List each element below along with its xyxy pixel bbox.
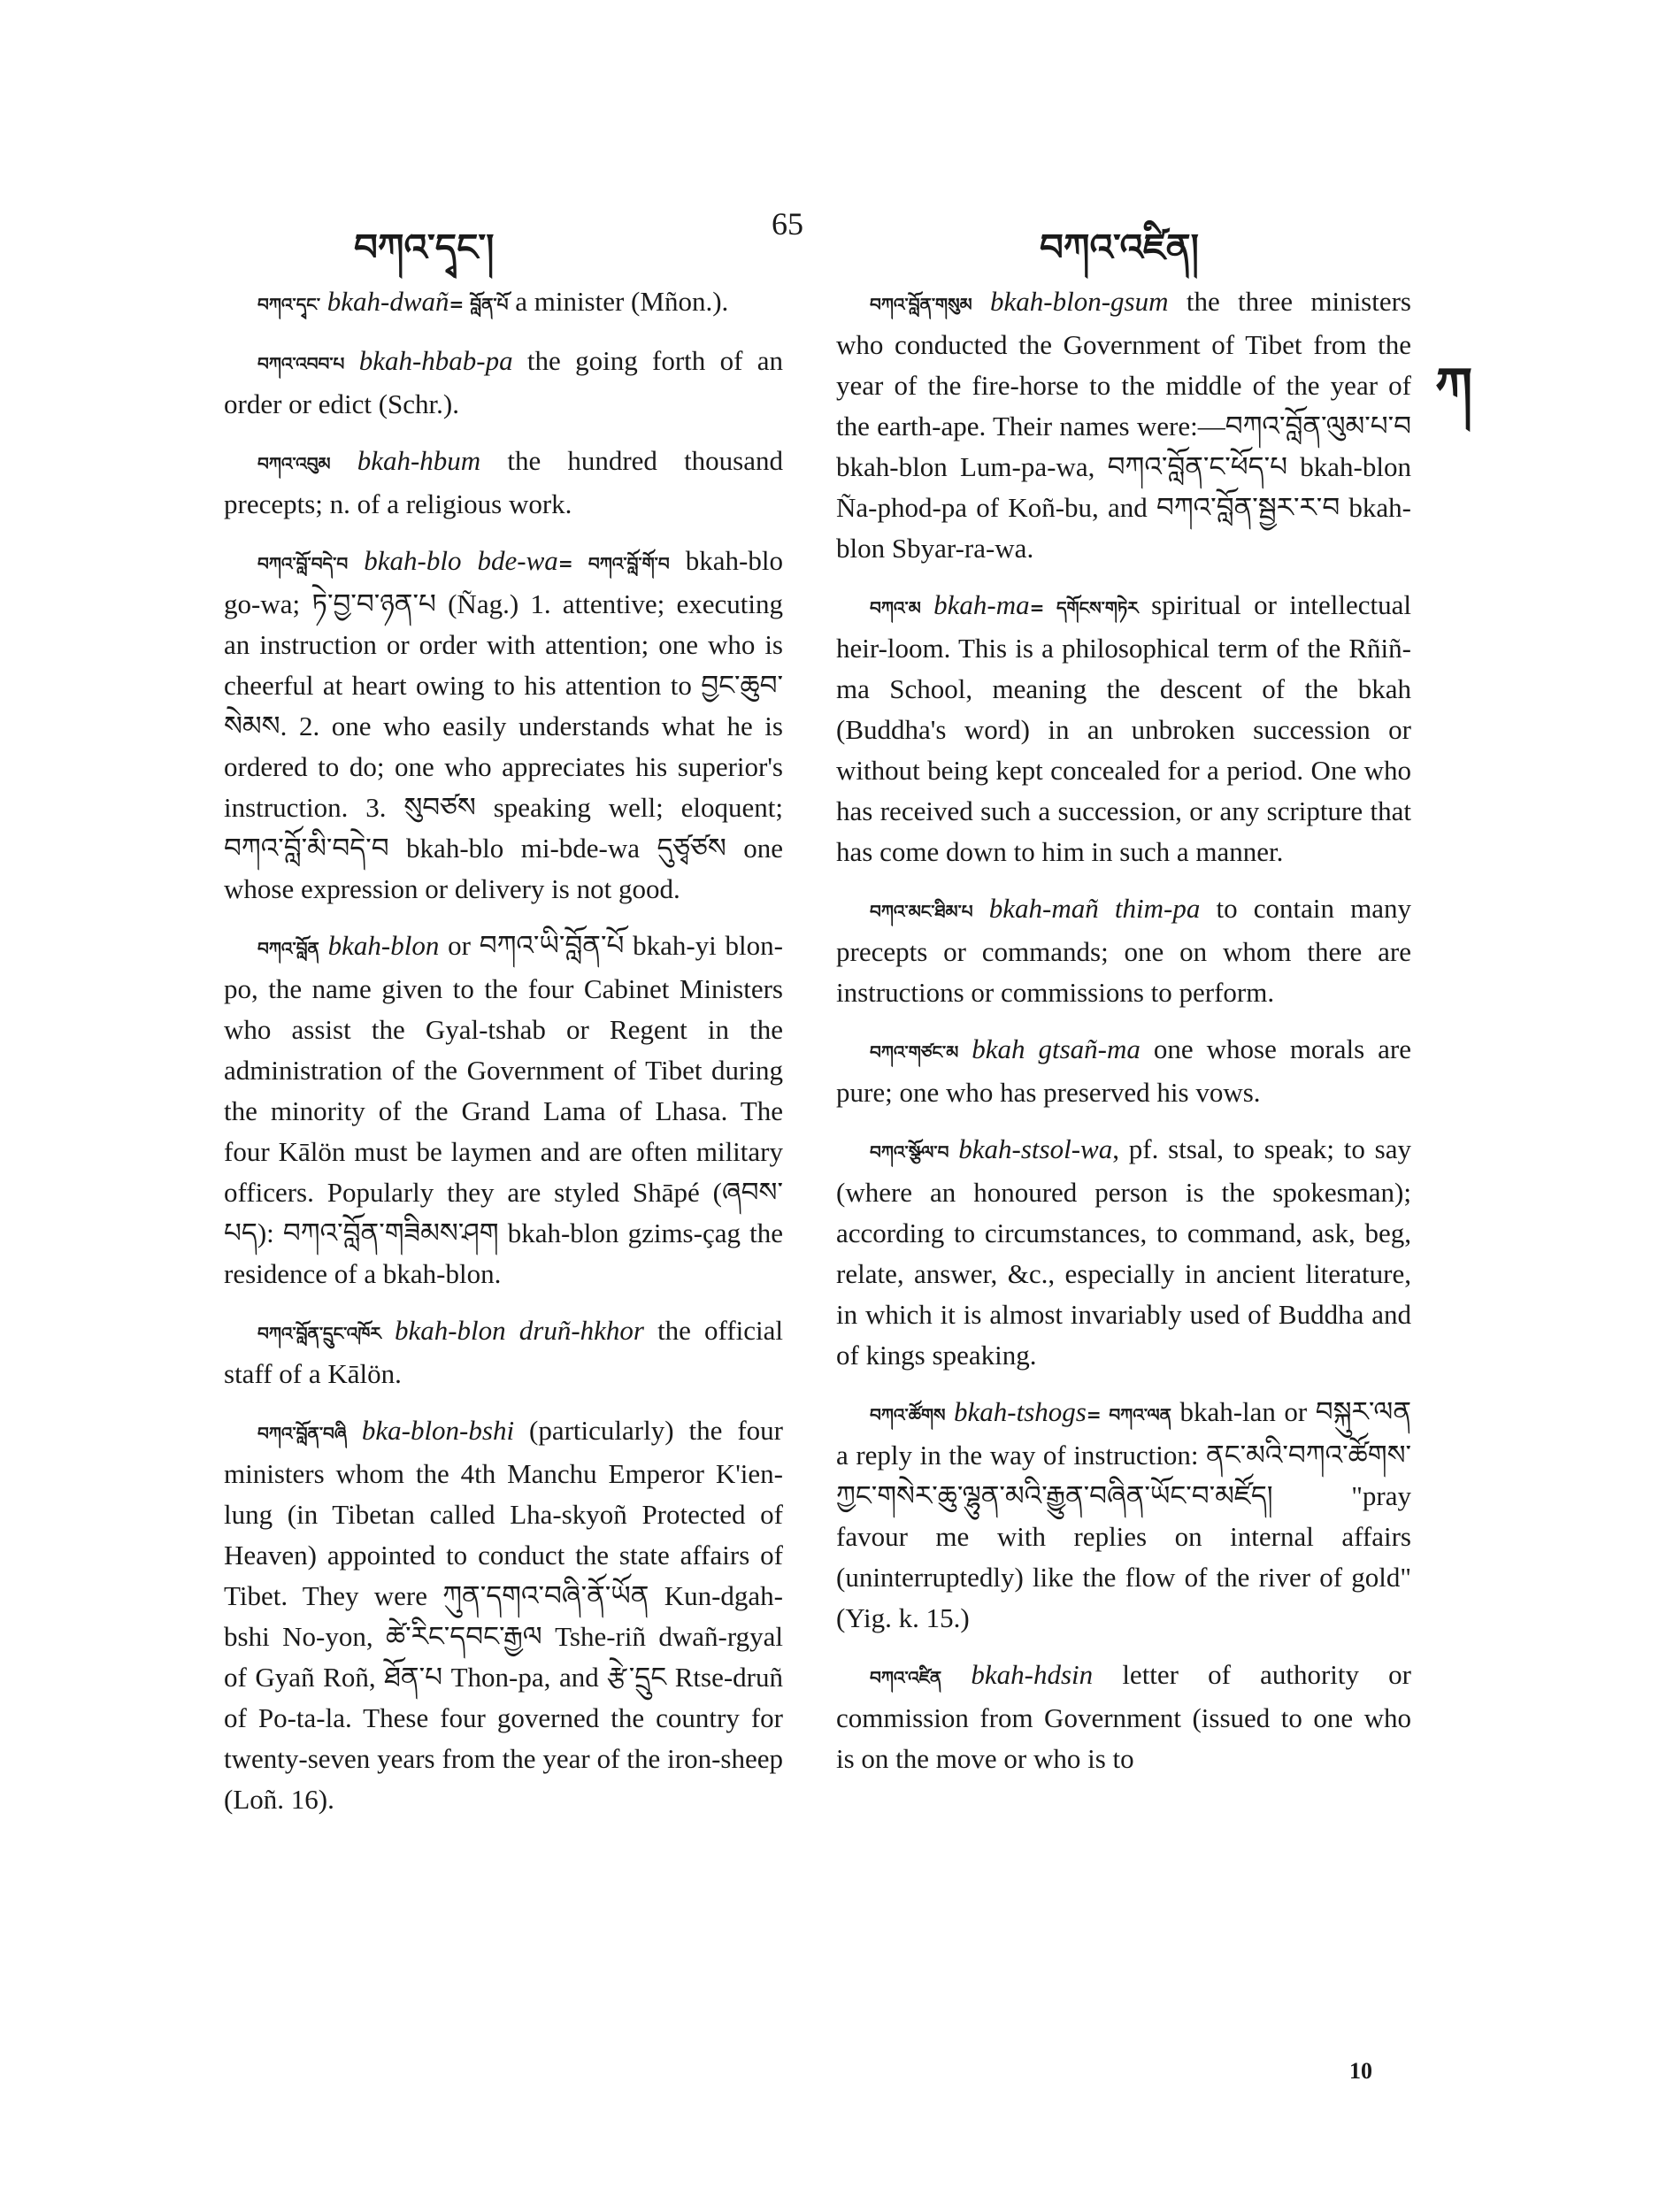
entry-tibetan: བཀའ་མ [870, 597, 921, 618]
entry-synonym: = བཀའ་ལན [1086, 1404, 1171, 1425]
entry-tibetan: བཀའ་བློན [257, 938, 319, 959]
entry-tibetan: བཀའ་བློན་བཞི [257, 1423, 347, 1444]
dictionary-entry [836, 888, 1411, 1013]
entry-definition: the hundred thousand precepts; n. of a religious work. [224, 445, 783, 519]
right-headword: བཀའ་འཛིན། [1040, 226, 1199, 269]
entry-transliteration: bka-blon-bshi [361, 1415, 515, 1446]
entry-definition: or བཀའ་ཡི་བློན་པོ bkah-yi blon-po, the name given to the four Cabinet Ministers who assist the Gyal-tshab or Regent in the administration of the Government of Tibet during the minority of the Grand Lama of Lhasa. The four Kālön must be laymen and are often military officers. Popularly they are styled Shāpé (ཞབས་པད): བཀའ་བློན་གཟིམས་ཤག bkah-blon gzims-çag the residence of a bkah-blon. [224, 930, 783, 1289]
right-column [836, 281, 1411, 1795]
dictionary-entry [224, 926, 783, 1294]
dictionary-entry [836, 1129, 1411, 1376]
entry-tibetan: བཀའ་དྭང་ [257, 294, 321, 315]
entry-definition: one whose morals are pure; one who has preserved his vows. [836, 1033, 1412, 1108]
dictionary-entry [224, 441, 783, 525]
thumb-index-tab: ཀ [1435, 357, 1471, 419]
entry-tibetan: བཀའ་བློན་དྲུང་འཁོར [257, 1323, 381, 1344]
dictionary-entry [224, 1410, 783, 1820]
entry-synonym: = བློན་པོ [449, 294, 509, 315]
entry-definition: bkah-blo go-wa; ཏེ་བྱ་བ་ཉན་པ (Ñag.) 1. attentive; executing an instruction or order with attention; one who is cheerful at heart owing to his attention to བྱང་ཆུབ་སེམས. 2. one who easily understands what he is ordered to do; one who appreciates his superior's instruction. 3. སུབཙས speaking well; eloquent; བཀའ་བློ་མི་བདེ་བ bkah-blo mi-bde-wa དུཙྭཙས one whose expression or delivery is not good. [224, 545, 783, 904]
entry-transliteration: bkah-hbab-pa [358, 345, 513, 376]
entry-transliteration: bkah-blon [327, 930, 440, 961]
entry-synonym: = བཀའ་བློ་གོ་བ [557, 553, 670, 574]
dictionary-entry [224, 341, 783, 425]
page-header [0, 205, 1659, 269]
entry-tibetan: བཀའ་འབབ་པ [257, 353, 345, 374]
entry-definition: letter of authority or commission from Government (issued to one who is on the move or who is to [836, 1659, 1412, 1774]
entry-transliteration: bkah-hdsin [971, 1659, 1094, 1690]
entry-definition: to contain many precepts or commands; one on whom there are instructions or commissions to perform. [836, 893, 1412, 1008]
entry-transliteration: bkah-blo bde-wa [364, 545, 558, 576]
entry-transliteration: bkah-hbum [357, 445, 481, 476]
left-column [224, 281, 783, 1836]
entry-tibetan: བཀའ་གཙང་མ [870, 1041, 959, 1063]
entry-tibetan: བཀའ་འབུམ [257, 453, 331, 474]
entry-tibetan: བཀའ་འཛིན [870, 1667, 942, 1688]
entry-tibetan: བཀའ་སྩོལ་བ [870, 1141, 949, 1163]
dictionary-entry [836, 585, 1411, 872]
entry-transliteration: bkah-dwañ [326, 286, 449, 317]
entry-tibetan: བཀའ་ཚོགས [870, 1404, 946, 1425]
entry-transliteration: bkah-ma [933, 589, 1030, 620]
dictionary-entry [836, 281, 1411, 569]
entry-definition: the official staff of a Kālön. [224, 1315, 783, 1389]
entry-transliteration: bkah-blon-gsum [990, 286, 1169, 317]
dictionary-entry [224, 1310, 783, 1394]
entry-definition: (particularly) the four ministers whom the 4th Manchu Emperor K'ien-lung (in Tibetan called Lha-skyoñ Protected of Heaven) appointed to conduct the state affairs of Tibet. They were ཀུན་དགའ་བཞི་ནོ་ཡོན Kun-dgah-bshi No-yon, ཚེ་རིང་དབང་རྒྱལ Tshe-riñ dwañ-rgyal of Gyañ Roñ, ཐོན་པ Thon-pa, and རྩེ་དྲུང Rtse-druñ of Po-ta-la. These four governed the country for twenty-seven years from the year of the iron-sheep (Loñ. 16). [224, 1415, 783, 1815]
entry-transliteration: bkah-tshogs [954, 1396, 1087, 1427]
entry-transliteration: bkah-mañ thim-pa [988, 893, 1201, 924]
entry-definition: bkah-lan or བསྐུར་ལན a reply in the way of instruction: ནང་མའི་བཀའ་ཚོགས་ཀྱང་གསེར་ཆུ་ལྷུན་མའི་རྒྱུན་བཞིན་ཡོང་བ་མཛོད། "pray favour me with replies on internal affairs (uninterruptedly) like the flow of the river of gold" (Yig. k. 15.) [836, 1396, 1411, 1633]
entry-definition: , pf. stsal, to speak; to say (where an honoured person is the spokesman); according to circumstances, to command, ask, beg, relate, answer, &c., especially in ancient literature, in which it is almost invariably used of Buddha and of kings speaking. [836, 1133, 1411, 1371]
entry-synonym: = དགོངས་གཏེར [1029, 597, 1139, 618]
entry-definition: a minister (Mñon.). [508, 286, 729, 317]
dictionary-entry [224, 281, 783, 325]
dictionary-entry [224, 541, 783, 910]
entry-transliteration: bkah-stsol-wa [958, 1133, 1113, 1164]
entry-transliteration: bkah-blon druñ-hkhor [394, 1315, 644, 1346]
entry-tibetan: བཀའ་མང་ཐིམ་པ [870, 901, 973, 922]
entry-definition: spiritual or intellectual heir-loom. This is a philosophical term of the Rñiñ-ma School, meaning the descent of the bkah (Buddha's word) in an unbroken succession or without being kept concealed for a period. One who has received such a succession, or any scripture that has come down to him in such a manner. [836, 589, 1411, 867]
entry-transliteration: bkah gtsañ-ma [972, 1033, 1141, 1064]
signature-number: 10 [1349, 2058, 1372, 2084]
dictionary-entry [836, 1655, 1411, 1779]
entry-definition: the going forth of an order or edict (Schr.). [224, 345, 784, 419]
entry-tibetan: བཀའ་བློ་བདེ་བ [257, 553, 349, 574]
entry-tibetan: བཀའ་བློན་གསུམ [870, 294, 972, 315]
dictionary-entry [836, 1392, 1411, 1639]
entry-definition: the three ministers who conducted the Government of Tibet from the year of the fire-horse to the middle of the year of the earth-ape. Their names were:—བཀའ་བློན་ལུམ་པ་བ bkah-blon Lum-pa-wa, བཀའ་བློན་ང་ཕོད་པ bkah-blon Ña-phod-pa of Koñ-bu, and བཀའ་བློན་སྦྱར་ར་བ bkah-blon Sbyar-ra-wa. [836, 286, 1411, 564]
left-headword: བཀའ་དྭང་། [354, 226, 495, 269]
dictionary-entry [836, 1029, 1411, 1113]
page-number: 65 [772, 206, 803, 242]
